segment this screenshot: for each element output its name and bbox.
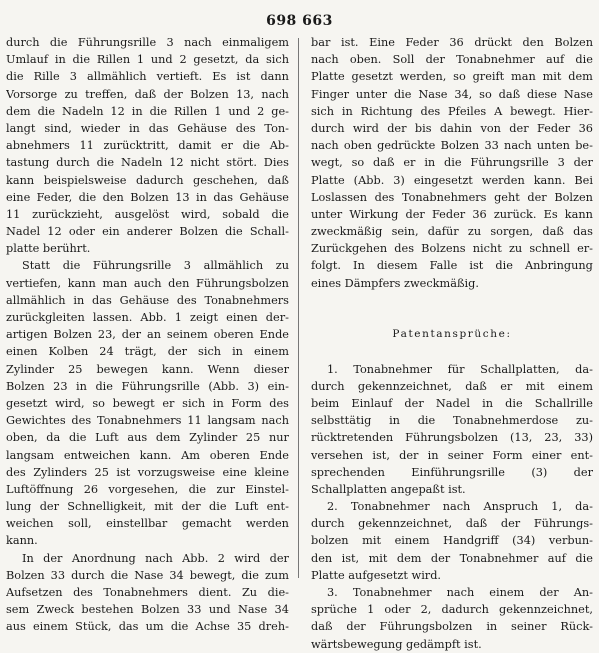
text-line: Platte (Abb. 3) eingesetzt werden kann. Bei <box>311 173 593 187</box>
text-line: Nadel 12 oder ein anderer Bolzen die Schall- <box>6 225 289 239</box>
page-number: 698 663 <box>266 13 333 29</box>
text-line: durch gekennzeichnet, daß er mit einem <box>311 379 593 393</box>
text-line: langt sind, wieder in das Gehäuse des Ton- <box>6 121 289 135</box>
text-line: selbsttätig in die Tonabnehmerdose zu- <box>311 414 593 428</box>
text-line: Platte aufgesetzt wird. <box>311 568 442 582</box>
text-line: Statt die Führungsrille 3 allmählich zu <box>22 259 289 273</box>
text-line: beim Einlauf der Nadel in die Schallrille <box>311 396 593 410</box>
text-line: 1. Tonabnehmer für Schallplatten, da- <box>327 362 593 376</box>
text-line: zurückgleiten lassen. Abb. 1 zeigt einen der- <box>6 311 289 324</box>
text-line: Umlauf in die Rillen 1 und 2 gesetzt, da sich <box>6 53 289 67</box>
text-line: aus einem Stück, das um die Achse 35 dreh- <box>6 620 289 634</box>
text-line: kann beispielsweise dadurch geschehen, daß <box>6 173 289 187</box>
text-line: Bolzen 33 durch die Nase 34 bewegt, die zum <box>6 568 289 582</box>
text-line: die Rille 3 allmählich vertieft. Es ist dann <box>6 70 289 84</box>
text-line: allmählich in das Gehäuse des Tonabnehmers <box>6 293 289 307</box>
text-line: wärtsbewegung gedämpft ist. <box>311 637 482 651</box>
text-line: Zylinder 25 bewegen kann. Wenn dieser <box>6 362 289 376</box>
text-line: zweckmäßig sein, dafür zu sorgen, daß das <box>311 225 593 239</box>
text-line: Bolzen 23 in die Führungsrille (Abb. 3) ein- <box>6 379 289 393</box>
text-line: Loslassen des Tonabnehmers geht der Bolzen <box>311 190 593 204</box>
text-line: nach oben gedrückte Bolzen 33 nach unten be- <box>311 139 593 153</box>
text-line: oben, da die Luft aus dem Zylinder 25 nur <box>6 431 289 445</box>
blank-line <box>311 309 593 326</box>
text-line: durch wird der bis dahin von der Feder 36 <box>311 121 593 135</box>
text-line: nach oben. Soll der Tonabnehmer auf die <box>311 53 593 67</box>
text-line: sprüche 1 oder 2, dadurch gekennzeichnet, <box>311 603 593 617</box>
text-line: 3. Tonabnehmer nach einem der An- <box>327 586 593 599</box>
text-line: sprechenden Einführungsrille (3) der <box>311 465 593 479</box>
text-line: Vorsorge zu treffen, daß der Bolzen 13, nach <box>6 87 289 101</box>
text-line: Aufsetzen des Tonabnehmers dient. Zu die- <box>6 586 289 599</box>
blank-line <box>311 343 593 360</box>
text-line: platte berührt. <box>6 242 91 256</box>
text-line: einen Kolben 24 trägt, der sich in einem <box>6 345 289 359</box>
text-line: gesetzt wird, so bewegt er sich in Form des <box>6 396 289 410</box>
text-line: 2. Tonabnehmer nach Anspruch 1, da- <box>327 500 593 514</box>
text-line: 11 zurückzieht, ausgelöst wird, sobald die <box>6 207 289 221</box>
column-divider <box>298 38 299 578</box>
text-line: weichen soll, einstellbar gemacht werden <box>6 517 289 531</box>
text-line: folgt. In diesem Falle ist die Anbringung <box>311 259 593 273</box>
text-line: eine Feder, die den Bolzen 13 in das Gehäuse <box>6 190 289 204</box>
text-line: sich in Richtung des Pfeiles A bewegt. Hier- <box>311 104 593 118</box>
text-line: durch die Führungsrille 3 nach einmaligem <box>6 36 289 49</box>
text-line: eines Dämpfers zweckmäßig. <box>311 276 479 290</box>
text-line: langsam entweichen kann. Am oberen Ende <box>6 448 289 462</box>
section-heading: Patentansprüche: <box>392 328 512 341</box>
text-line: versehen ist, der in seiner Form einer ent- <box>311 448 593 462</box>
text-line: des Zylinders 25 ist vorzugsweise eine kleine <box>6 465 289 479</box>
text-line: In der Anordnung nach Abb. 2 wird der <box>22 551 289 565</box>
text-line: vertiefen, kann man auch den Führungsbolzen <box>6 276 289 290</box>
text-line: bolzen mit einem Handgriff (34) verbun- <box>311 534 593 548</box>
text-line: kann. <box>6 534 38 548</box>
right-column <box>311 34 593 653</box>
text-line: Finger unter die Nase 34, so daß diese Nase <box>311 87 593 101</box>
text-line: bar ist. Eine Feder 36 drückt den Bolzen <box>311 36 593 49</box>
text-line: tastung durch die Nadeln 12 nicht stört. Dies <box>6 156 289 170</box>
text-line: unter Wirkung der Feder 36 zurück. Es kann <box>311 207 593 221</box>
text-line: den ist, mit dem der Tonabnehmer auf die <box>311 551 593 565</box>
text-line: durch gekennzeichnet, daß der Führungs- <box>311 517 593 531</box>
text-line: lung der Schnelligkeit, mit der die Luft ent- <box>6 500 289 514</box>
text-line: daß der Führungsbolzen in seiner Rück- <box>311 620 593 634</box>
text-line: Zurückgehen des Bolzens nicht zu schnell er- <box>311 242 593 256</box>
text-line: wegt, so daß er in die Führungsrille 3 der <box>311 156 593 170</box>
text-line: artigen Bolzen 23, der an seinem oberen Ende <box>6 328 289 342</box>
text-line: dem die Nadeln 12 in die Rillen 1 und 2 ge- <box>6 104 289 118</box>
text-line: Platte gesetzt werden, so greift man mit dem <box>311 70 593 84</box>
text-line: Schallplatten angepaßt ist. <box>311 482 466 496</box>
text-line: sem Zweck bestehen Bolzen 33 und Nase 34 <box>6 603 289 617</box>
blank-line <box>311 292 593 309</box>
text-line: rücktretenden Führungsbolzen (13, 23, 33) <box>311 431 593 445</box>
text-line: Gewichtes des Tonabnehmers 11 langsam nach <box>6 414 289 428</box>
left-column <box>6 34 289 636</box>
text-line: abnehmers 11 zurücktritt, damit er die Ab- <box>6 139 289 153</box>
text-line: Luftöffnung 26 vorgesehen, die zur Einstel- <box>6 482 289 496</box>
